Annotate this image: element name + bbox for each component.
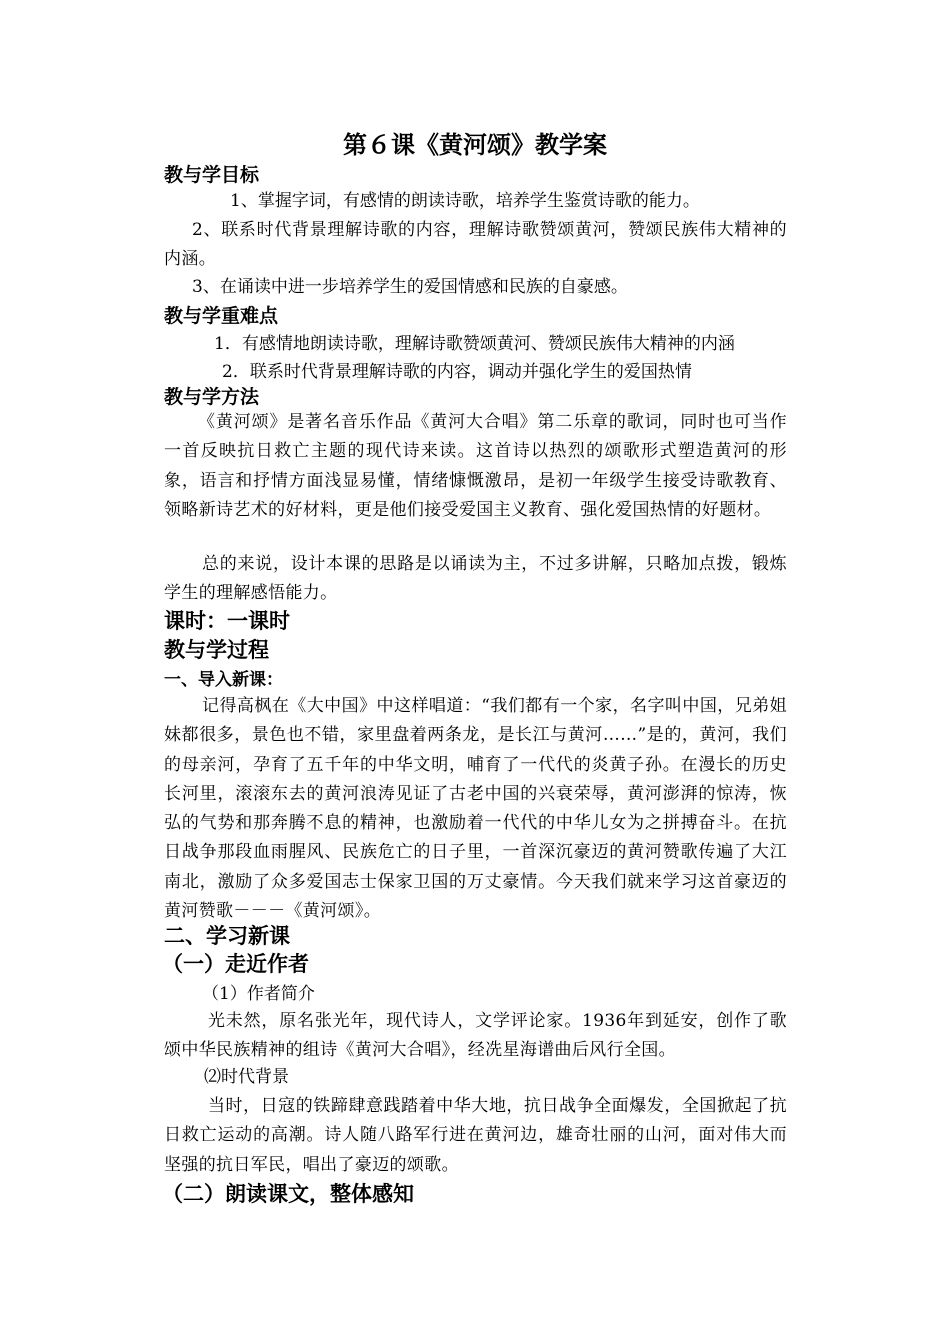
read-heading: （二）朗读课文，整体感知 (162, 1182, 414, 1206)
author-heading: （一）走近作者 (162, 952, 309, 976)
author-paragraph: 光未然，原名张光年，现代诗人，文学评论家。1936年到延安，创作了歌颂中华民族精神的组诗《黄河大合唱》，经冼星海谱曲后风行全国。 (164, 1011, 787, 1061)
goal-3: 3、在诵读中进一步培养学生的爱国情感和民族的自豪感。 (192, 277, 628, 297)
page-title: 第６课《黄河颂》教学案 (343, 131, 607, 159)
author-intro-subheading: （1）作者简介 (202, 984, 315, 1004)
method-paragraph-1: 《黄河颂》是著名音乐作品《黄河大合唱》第二乐章的歌词，同时也可当作一首反映抗日救亡主题的现代诗来读。这首诗以热烈的颂歌形式塑造黄河的形象，语言和抒情方面浅显易懂，情绪慷慨激昂，是初一年级学生接受诗歌教育、领略新诗艺术的好材料，更是他们接受爱国主义教育、强化爱国热情的好题材。 (164, 412, 787, 520)
process-heading: 教与学过程 (164, 638, 269, 662)
period-heading: 课时：一课时 (164, 609, 290, 633)
intro-paragraph: 记得高枫在《大中国》中这样唱道：“我们都有一个家，名字叫中国，兄弟姐妹都很多，景色也不错，家里盘着两条龙，是长江与黄河……”是的，黄河，我们的母亲河，孕育了五千年的中华文明，哺育了一代代的炎黄子孙。在漫长的历史长河里，滚滚东去的黄河浪涛见证了古老中国的兴衰荣辱，黄河澎湃的惊涛，恢弘的气势和那奔腾不息的精神，也激励着一代代的中华儿女为之拼搏奋斗。在抗日战争那段血雨腥风、民族危亡的日子里，一首深沉豪迈的黄河赞歌传遍了大江南北，激励了众多爱国志士保家卫国的万丈豪情。今天我们就来学习这首豪迈的黄河赞歌－－－《黄河颂》。 (164, 696, 787, 922)
background-paragraph: 当时，日寇的铁蹄肆意践踏着中华大地，抗日战争全面爆发，全国掀起了抗日救亡运动的高潮。诗人随八路军行进在黄河边，雄奇壮丽的山河，面对伟大而坚强的抗日军民，唱出了豪迈的颂歌。 (164, 1096, 787, 1175)
background-subheading: ⑵时代背景 (204, 1067, 289, 1087)
method-paragraph-2: 总的来说，设计本课的思路是以诵读为主，不过多讲解，只略加点拨，锻炼学生的理解感悟能力。 (164, 554, 787, 604)
difficulty-heading: 教与学重难点 (164, 305, 279, 327)
intro-heading: 一、导入新课： (164, 670, 283, 690)
difficulty-2: 2．联系时代背景理解诗歌的内容，调动并强化学生的爱国热情 (222, 362, 692, 382)
goal-2: 2、联系时代背景理解诗歌的内容，理解诗歌赞颂黄河，赞颂民族伟大精神的内涵。 (164, 220, 787, 270)
difficulty-1: 1．有感情地朗读诗歌，理解诗歌赞颂黄河、赞颂民族伟大精神的内涵 (214, 334, 735, 354)
learn-heading: 二、学习新课 (164, 924, 290, 948)
method-heading: 教与学方法 (164, 386, 260, 408)
goal-1: 1、掌握字词，有感情的朗读诗歌，培养学生鉴赏诗歌的能力。 (230, 191, 700, 211)
goals-heading: 教与学目标 (164, 164, 260, 186)
